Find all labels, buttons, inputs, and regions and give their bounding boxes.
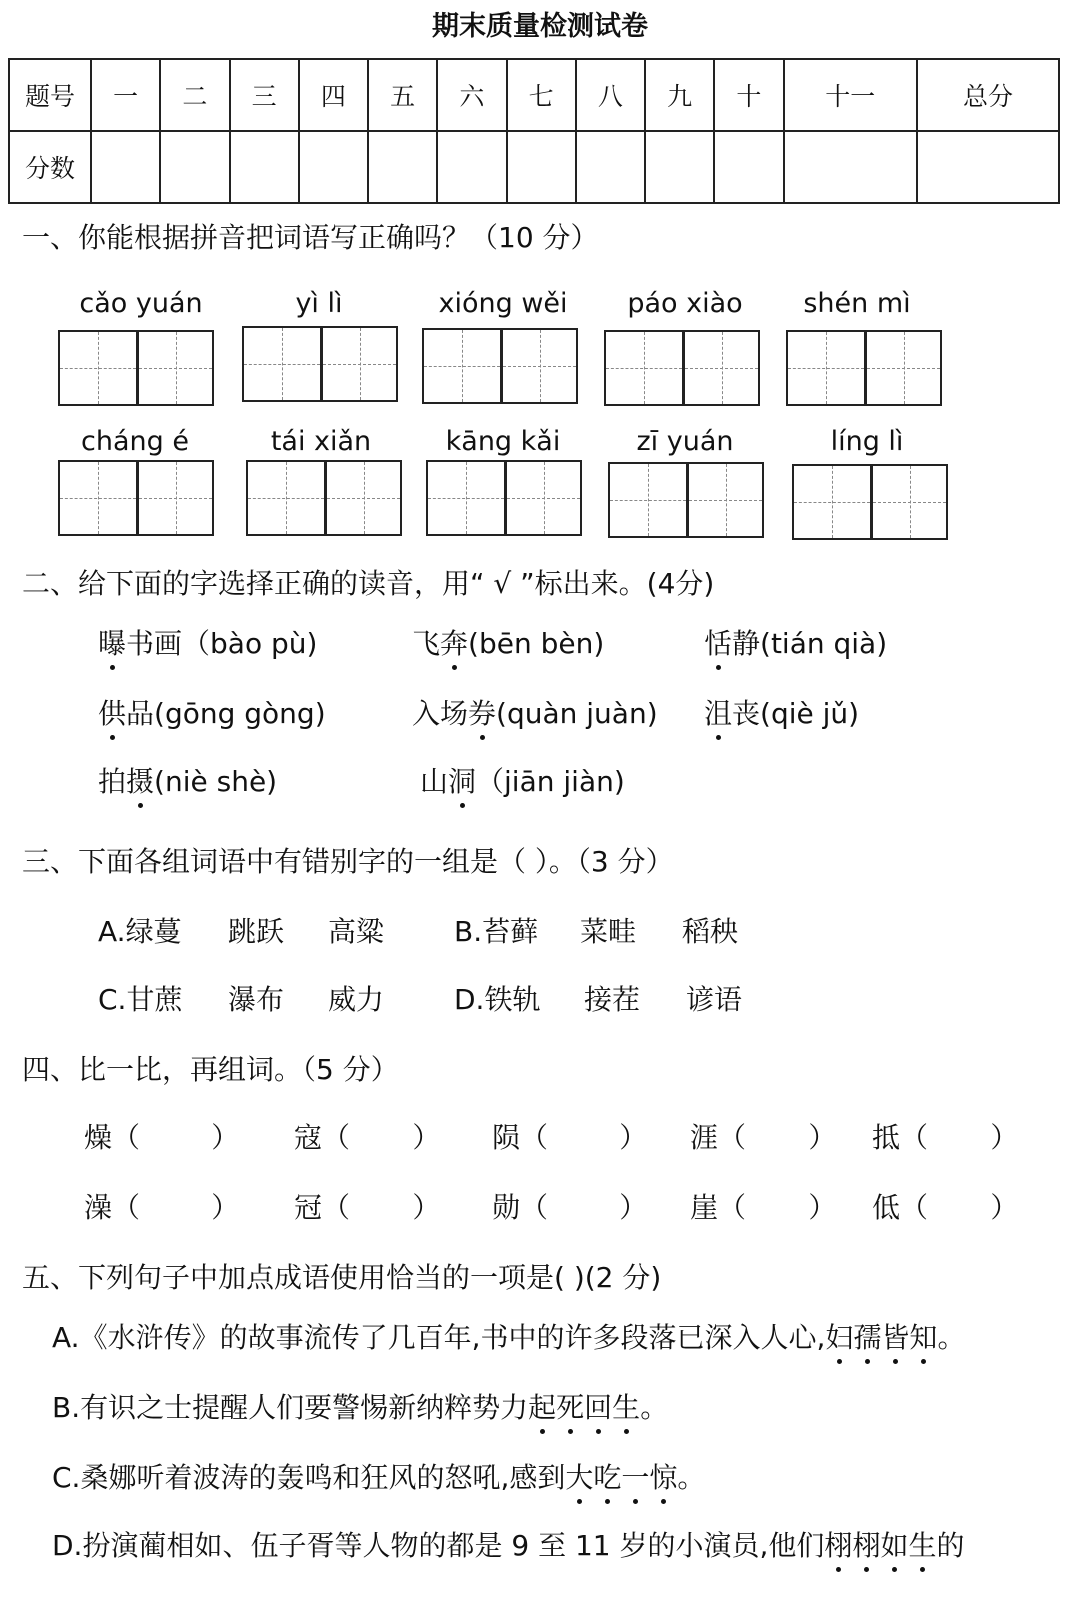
pinyin-label: tái xiǎn: [270, 426, 372, 457]
reading-item[interactable]: 恬静(tián qià): [704, 622, 887, 662]
table-cell: 七: [507, 59, 576, 131]
option-word: 高粱: [328, 915, 385, 948]
table-cell: 二: [160, 59, 229, 131]
dotted-idiom: 大吃一惊: [565, 1461, 677, 1494]
char-blank[interactable]: 勋（ ）: [492, 1191, 648, 1224]
pinyin-label: cǎo yuán: [79, 288, 203, 319]
score-input-cell[interactable]: [917, 131, 1059, 203]
score-input-cell[interactable]: [507, 131, 576, 203]
option-word: B.苔藓: [454, 915, 539, 948]
option-word: D.铁轨: [454, 983, 541, 1016]
table-cell: 十一: [784, 59, 918, 131]
table-cell: 十: [714, 59, 783, 131]
pinyin-label: kāng kǎi: [445, 426, 561, 457]
option-word: 跳跃: [228, 915, 285, 948]
dotted-idiom: 妇孺皆知: [825, 1321, 937, 1354]
score-table: [8, 58, 1060, 204]
pinyin-label: páo xiào: [627, 288, 743, 319]
writing-grid[interactable]: [608, 462, 764, 538]
q1-heading: 一、你能根据拼音把词语写正确吗？（10 分）: [22, 221, 599, 254]
char-blank[interactable]: 陨（ ）: [492, 1121, 648, 1154]
reading-item[interactable]: 山洞（jiān jiàn): [420, 760, 625, 800]
writing-grid[interactable]: [58, 460, 214, 536]
dotted-idiom: 起死回生: [528, 1391, 640, 1424]
score-input-cell[interactable]: [160, 131, 229, 203]
writing-grid[interactable]: [242, 326, 398, 402]
char-blank[interactable]: 涯（ ）: [690, 1121, 837, 1154]
option-b[interactable]: B.有识之士提醒人们要警惕新纳粹势力起死回生。: [52, 1386, 668, 1426]
reading-item[interactable]: 飞奔(bēn bèn): [412, 622, 604, 662]
table-cell: 三: [230, 59, 299, 131]
pinyin-label: líng lì: [830, 426, 904, 457]
writing-grid[interactable]: [426, 460, 582, 536]
option-word: 稻秧: [682, 915, 739, 948]
score-input-cell[interactable]: [91, 131, 160, 203]
table-cell: 一: [91, 59, 160, 131]
pinyin-label: xióng wěi: [438, 288, 568, 319]
char-blank[interactable]: 寇（ ）: [294, 1121, 441, 1154]
q4-heading: 四、比一比，再组词。（5 分）: [22, 1053, 399, 1086]
score-input-cell[interactable]: [576, 131, 645, 203]
option-word: 菜畦: [580, 915, 637, 948]
score-input-cell[interactable]: [714, 131, 783, 203]
writing-grid[interactable]: [422, 328, 578, 404]
score-input-cell[interactable]: [368, 131, 437, 203]
char-blank[interactable]: 低（ ）: [872, 1191, 1019, 1224]
char-blank[interactable]: 抵（ ）: [872, 1121, 1019, 1154]
q2-heading: 二、给下面的字选择正确的读音，用“ √ ”标出来。(4分): [22, 567, 715, 600]
score-table-header-row: [9, 59, 1059, 131]
option-word: 谚语: [686, 983, 743, 1016]
option-word: A.绿蔓: [98, 915, 182, 948]
option-c[interactable]: C.桑娜听着波涛的轰鸣和狂风的怒吼,感到大吃一惊。: [52, 1456, 705, 1496]
reading-item[interactable]: 拍摄(niè shè): [98, 760, 277, 800]
option-word: 接茬: [584, 983, 641, 1016]
option-word: 威力: [328, 983, 385, 1016]
table-cell: 分数: [9, 131, 91, 203]
table-cell: 五: [368, 59, 437, 131]
score-input-cell[interactable]: [784, 131, 918, 203]
table-cell: 八: [576, 59, 645, 131]
writing-grid[interactable]: [604, 330, 760, 406]
table-cell: 四: [299, 59, 368, 131]
pinyin-label: yì lì: [295, 288, 343, 319]
dotted-idiom: 栩栩如生: [824, 1529, 936, 1562]
char-blank[interactable]: 燥（ ）: [84, 1121, 240, 1154]
table-cell: 题号: [9, 59, 91, 131]
pinyin-label: cháng é: [81, 426, 189, 457]
score-input-cell[interactable]: [299, 131, 368, 203]
char-blank[interactable]: 澡（ ）: [84, 1191, 240, 1224]
pinyin-label: shén mì: [803, 288, 911, 319]
reading-item[interactable]: 供品(gōng gòng): [98, 692, 326, 732]
char-blank[interactable]: 冠（ ）: [294, 1191, 441, 1224]
char-blank[interactable]: 崖（ ）: [690, 1191, 837, 1224]
reading-item[interactable]: 入场券(quàn juàn): [412, 692, 658, 732]
page-title: 期末质量检测试卷: [432, 11, 648, 42]
score-input-cell[interactable]: [230, 131, 299, 203]
q3-heading: 三、下面各组词语中有错别字的一组是（ ）。（3 分）: [22, 845, 674, 878]
option-word: 瀑布: [228, 983, 285, 1016]
score-input-cell[interactable]: [437, 131, 506, 203]
pinyin-label: zī yuán: [636, 426, 734, 457]
writing-grid[interactable]: [786, 330, 942, 406]
writing-grid[interactable]: [58, 330, 214, 406]
table-cell: 六: [437, 59, 506, 131]
table-cell: 总分: [917, 59, 1059, 131]
q5-heading: 五、下列句子中加点成语使用恰当的一项是( )(2 分): [22, 1261, 662, 1294]
reading-item[interactable]: 曝书画（bào pù): [98, 622, 317, 662]
option-word: C.甘蔗: [98, 983, 183, 1016]
writing-grid[interactable]: [792, 464, 948, 540]
option-d[interactable]: D.扮演蔺相如、伍子胥等人物的都是 9 至 11 岁的小演员,他们栩栩如生的: [52, 1524, 965, 1564]
score-input-cell[interactable]: [645, 131, 714, 203]
reading-item[interactable]: 沮丧(qiè jǔ): [704, 692, 859, 732]
option-a[interactable]: A.《水浒传》的故事流传了几百年,书中的许多段落已深入人心,妇孺皆知。: [52, 1316, 965, 1356]
writing-grid[interactable]: [246, 460, 402, 536]
score-table-score-row: [9, 131, 1059, 203]
table-cell: 九: [645, 59, 714, 131]
